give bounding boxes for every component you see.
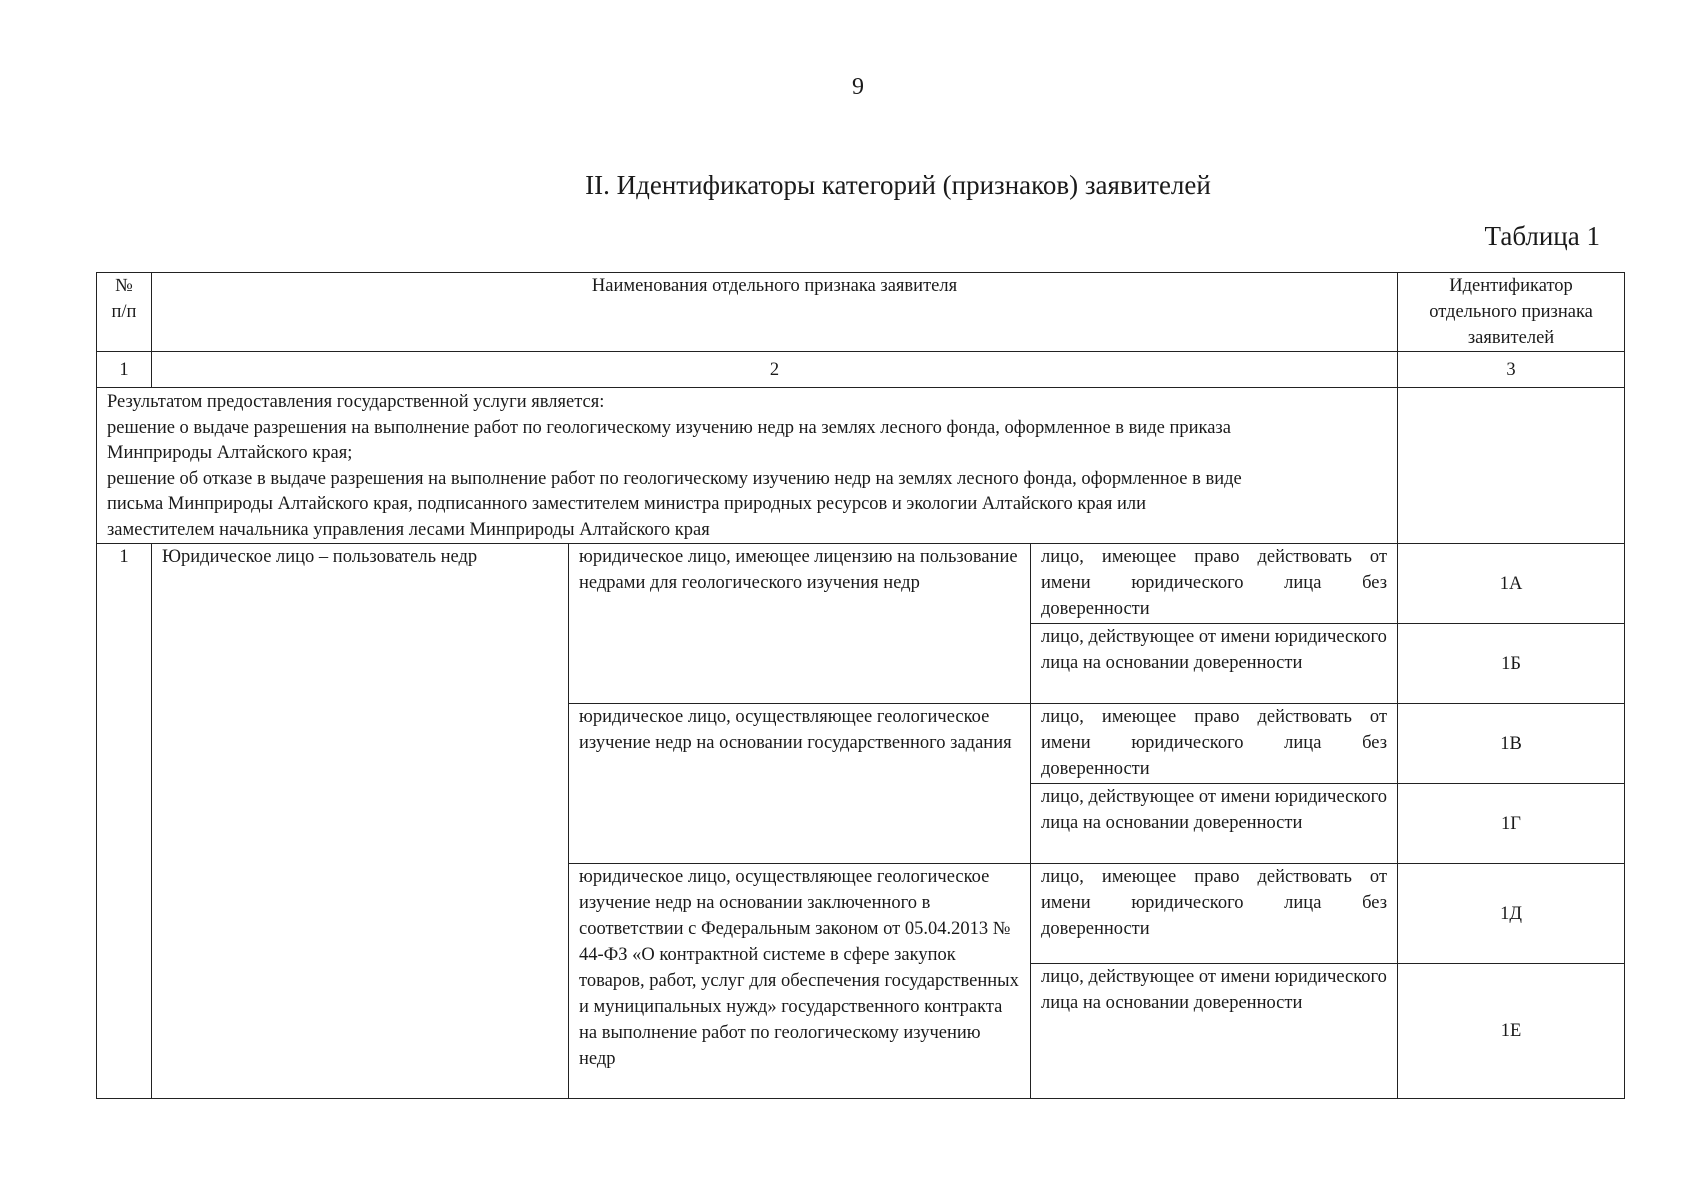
section-title: II. Идентификаторы категорий (признаков) заявителей: [585, 170, 1211, 200]
header-name: Наименования отдельного признака заявителя: [152, 273, 1398, 352]
result-description: [97, 388, 1398, 544]
subcategory-name: юридическое лицо, осуществляющее геологическое изучение недр на основании заключенного в соответствии с Федеральным законом от 05.04.2013 № 44-ФЗ «О контрактной системе в сфере закупок товаров, работ, услуг для обеспечения государственных и муниципальных нужд» государственного контракта на выполнение работ по геологическому изучению недр: [569, 864, 1031, 1099]
applicant-identifiers-table: [96, 272, 1625, 1099]
row-number: 1: [97, 544, 152, 1099]
option-text: лицо, имеющее право действовать от имени юридического лица без доверенности: [1031, 704, 1398, 784]
option-text: лицо, действующее от имени юридического лица на основании доверенности: [1031, 784, 1398, 864]
option-text: лицо, имеющее право действовать от имени юридического лица без доверенности: [1031, 544, 1398, 624]
column-number-2: 2: [152, 352, 1398, 388]
result-line: Минприроды Алтайского края;: [107, 443, 353, 463]
table-row: [97, 544, 1625, 624]
identifier-code: 1А: [1398, 544, 1625, 624]
column-number-row: [97, 352, 1625, 388]
result-line: решение о выдаче разрешения на выполнение работ по геологическому изучению недр на землях лесного фонда, оформленное в виде приказа: [107, 417, 1231, 438]
option-text: лицо, имеющее право действовать от имени юридического лица без доверенности: [1031, 864, 1398, 964]
identifier-code: 1Д: [1398, 864, 1625, 964]
identifier-code: 1Г: [1398, 784, 1625, 864]
applicant-category: Юридическое лицо – пользователь недр: [152, 544, 569, 1099]
subcategory-name: юридическое лицо, осуществляющее геологическое изучение недр на основании государственного задания: [569, 704, 1031, 864]
column-number-3: 3: [1398, 352, 1625, 388]
identifier-code: 1Е: [1398, 964, 1625, 1099]
result-line: заместителем начальника управления лесами Минприроды Алтайского края: [107, 519, 710, 540]
subcategory-name: юридическое лицо, имеющее лицензию на пользование недрами для геологического изучения недр: [569, 544, 1031, 704]
header-identifier: Идентификатор отдельного признака заявителей: [1398, 273, 1625, 352]
table-label: Таблица 1: [1484, 221, 1600, 251]
page-number: 9: [852, 74, 864, 100]
result-line: решение об отказе в выдаче разрешения на выполнение работ по геологическому изучению недр на землях лесного фонда, оформленное в виде: [107, 468, 1242, 489]
result-row: [97, 388, 1625, 544]
option-text: лицо, действующее от имени юридического лица на основании доверенности: [1031, 624, 1398, 704]
result-line: письма Минприроды Алтайского края, подписанного заместителем министра природных ресурсов и экологии Алтайского края или: [107, 494, 1147, 514]
header-num: № п/п: [97, 273, 152, 352]
identifier-code: 1В: [1398, 704, 1625, 784]
option-text: лицо, действующее от имени юридического лица на основании доверенности: [1031, 964, 1398, 1099]
result-line: Результатом предоставления государственной услуги является:: [107, 392, 605, 412]
result-identifier-empty: [1398, 388, 1625, 544]
column-number-1: 1: [97, 352, 152, 388]
identifier-code: 1Б: [1398, 624, 1625, 704]
table-header-row: [97, 273, 1625, 352]
